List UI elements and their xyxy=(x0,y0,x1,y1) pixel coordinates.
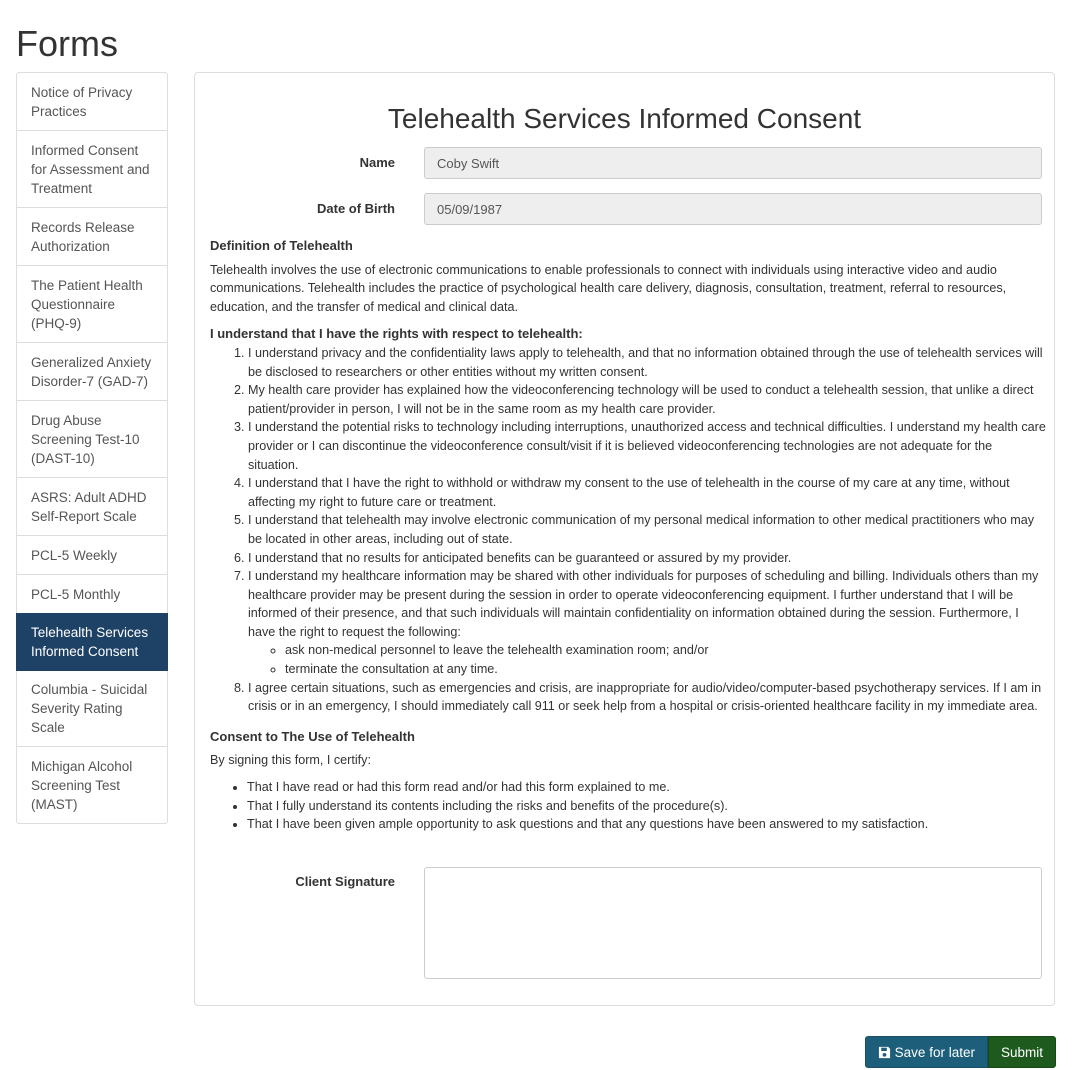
sidebar-item-notice-of-privacy[interactable]: Notice of Privacy Practices xyxy=(17,73,167,131)
signature-pad[interactable] xyxy=(424,867,1042,979)
rights-heading: I understand that I have the rights with respect to telehealth: xyxy=(210,326,583,342)
form-title: Telehealth Services Informed Consent xyxy=(387,103,862,134)
rights-list-item: 2. My health care provider has explained how the videoconferencing technology will be used to conduct a telehealth session, that unlike a direct patient/provider in person, I will not be in the same room as my health care provider. xyxy=(248,381,1046,418)
floppy-disk-icon xyxy=(878,1046,891,1059)
rights-list-item: 3. I understand the potential risks to technology including interruptions, unauthorized access and technical difficulties. I understand my health care provider or I can discontinue the videoconference consult/visit if it is believed videoconferencing technologies are not adequate for the situation. xyxy=(248,418,1046,474)
rights-list-item-text: I understand my healthcare information may be shared with other individuals for purposes of scheduling and billing. Individuals others than my healthcare provider may be present during the session in order to operate videoconferencing equipment. I further understand that I will be informed of their presence, and that such individuals will maintain confidentiality on information obtained during the session. Furthermore, I have the right to request the following: xyxy=(248,569,1039,639)
form-panel xyxy=(194,72,1055,1006)
sidebar-item-pcl5-monthly[interactable]: PCL-5 Monthly xyxy=(17,575,167,614)
save-for-later-label: Save for later xyxy=(894,1044,975,1060)
sidebar-item-gad7[interactable]: Generalized Anxiety Disorder-7 (GAD-7) xyxy=(17,343,167,401)
sidebar-item-informed-consent-assessment[interactable]: Informed Consent for Assessment and Treatment xyxy=(17,131,167,208)
consent-content xyxy=(210,237,1046,834)
sidebar-item-asrs[interactable]: ASRS: Adult ADHD Self-Report Scale xyxy=(17,478,167,536)
rights-list-item xyxy=(248,567,1046,679)
sidebar-item-dast10[interactable]: Drug Abuse Screening Test-10 (DAST-10) xyxy=(17,401,167,478)
dob-field[interactable] xyxy=(424,193,1042,225)
certification-item: • That I have been given ample opportunity to ask questions and that any questions have been answered to my satisfaction. xyxy=(247,815,1046,834)
sidebar-item-records-release[interactable]: Records Release Authorization xyxy=(17,208,167,266)
sidebar-item-columbia-suicidal[interactable]: Columbia - Suicidal Severity Rating Scale xyxy=(17,670,167,747)
rights-list-item: 5. I understand that telehealth may involve electronic communication of my personal medical information to other medical practitioners who may be located in other areas, including out of state. xyxy=(248,511,1046,548)
rights-subitem: ◦ terminate the consultation at any time. xyxy=(285,660,1046,679)
sidebar-item-telehealth-consent[interactable]: Telehealth Services Informed Consent xyxy=(16,613,168,671)
certification-item: • That I fully understand its contents including the risks and benefits of the procedure(s). xyxy=(247,797,1046,816)
sidebar-item-pcl5-weekly[interactable]: PCL-5 Weekly xyxy=(17,536,167,575)
rights-list-item: 6. I understand that no results for anticipated benefits can be guaranteed or assured by my provider. xyxy=(248,549,1046,568)
rights-list-item: 4. I understand that I have the right to withhold or withdraw my consent to the use of telehealth in the course of my care at any time, without affecting my right to future care or treatment. xyxy=(248,474,1046,511)
definition-text: Telehealth involves the use of electronic communications to enable professionals to connect with individuals using interactive video and audio communications. Telehealth includes the practice of psychological health care delivery, diagnosis, consultation, treatment, referral to resources, education, and the transfer of medical and clinical data. xyxy=(210,262,1007,314)
dob-label: Date of Birth xyxy=(317,201,395,216)
rights-subitem: ◦ ask non-medical personnel to leave the telehealth examination room; and/or xyxy=(285,641,1046,660)
certification-item: • That I have read or had this form read and/or had this form explained to me. xyxy=(247,778,1046,797)
rights-list xyxy=(210,344,1046,716)
submit-button[interactable]: Submit xyxy=(988,1036,1056,1068)
name-field[interactable] xyxy=(424,147,1042,179)
definition-heading: Definition of Telehealth xyxy=(210,238,353,253)
name-label: Name xyxy=(359,155,395,170)
save-for-later-button[interactable] xyxy=(865,1036,988,1068)
rights-sublist xyxy=(248,641,1046,678)
sidebar-item-phq9[interactable]: The Patient Health Questionnaire (PHQ-9) xyxy=(17,266,167,343)
certification-list xyxy=(210,778,1046,834)
consent-intro: By signing this form, I certify: xyxy=(210,753,371,768)
sidebar-item-mast[interactable]: Michigan Alcohol Screening Test (MAST) xyxy=(31,759,133,812)
rights-list-item: 1. I understand privacy and the confidentiality laws apply to telehealth, and that no information obtained through the use of telehealth services will be disclosed to researchers or other entities without my written consent. xyxy=(248,344,1046,381)
form-actions xyxy=(865,1036,1056,1068)
forms-sidebar xyxy=(16,72,168,824)
signature-label: Client Signature xyxy=(295,874,395,889)
consent-heading: Consent to The Use of Telehealth xyxy=(210,728,415,744)
page-title: Forms xyxy=(16,23,118,64)
rights-list-item: 8. I agree certain situations, such as emergencies and crisis, are inappropriate for audio/video/computer-based psychotherapy services. If I am in crisis or in an emergency, I should immediately call 911 or seek help from a hospital or crisis-oriented healthcare facility in my immediate area. xyxy=(248,679,1046,716)
